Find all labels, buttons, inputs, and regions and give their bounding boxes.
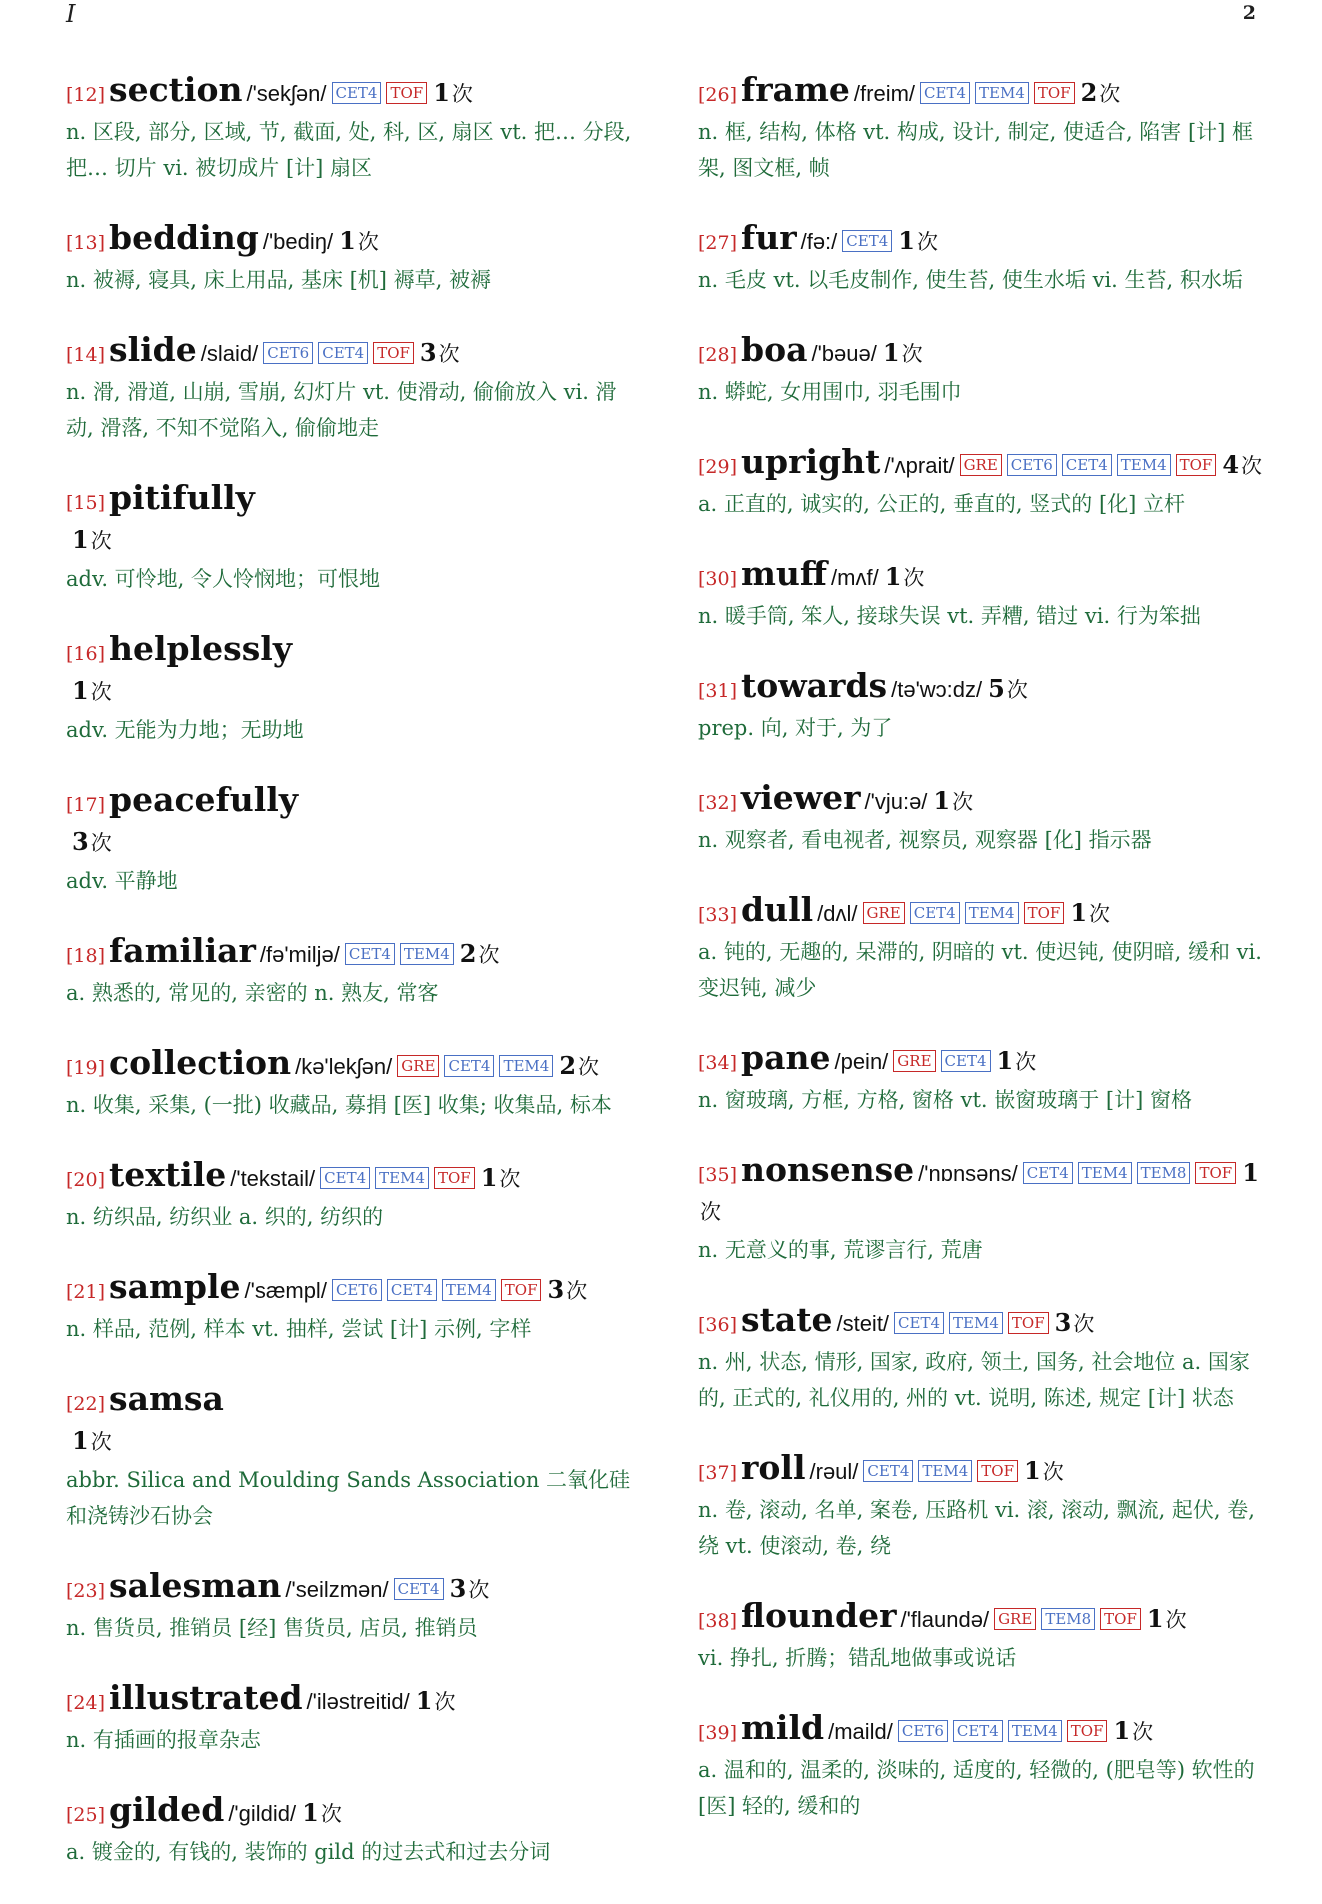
exam-tag-tem4: TEM4 bbox=[975, 82, 1029, 104]
headword: fur bbox=[741, 218, 797, 257]
exam-tag-tof: TOF bbox=[1008, 1312, 1049, 1334]
word-entry bbox=[698, 1598, 1273, 1676]
word-entry bbox=[66, 332, 641, 446]
headword: flounder bbox=[741, 1596, 897, 1635]
exam-tag-cet4: CET4 bbox=[953, 1720, 1003, 1742]
headword: nonsense bbox=[741, 1150, 915, 1189]
occurrence-count: 5 bbox=[988, 674, 1005, 703]
entry-headline bbox=[698, 892, 1273, 934]
phonetic: /dʌl/ bbox=[817, 901, 858, 926]
exam-tag-gre: GRE bbox=[994, 1608, 1036, 1630]
definition: a. 钝的, 无趣的, 呆滞的, 阴暗的 vt. 使迟钝, 使阴暗, 缓和 vi. 变迟钝, 减少 bbox=[698, 940, 1262, 1000]
entry-headline bbox=[66, 1269, 641, 1311]
word-entry bbox=[698, 1302, 1273, 1416]
exam-tag-tem4: TEM4 bbox=[1078, 1162, 1132, 1184]
headword: upright bbox=[741, 442, 881, 481]
definition: n. 蟒蛇, 女用围巾, 羽毛围巾 bbox=[698, 380, 962, 404]
word-entry bbox=[66, 1381, 641, 1534]
count-unit: 次 bbox=[952, 790, 974, 814]
entry-index: [14] bbox=[66, 344, 106, 366]
phonetic: /slaid/ bbox=[200, 341, 259, 366]
occurrence-count: 1 bbox=[1242, 1158, 1259, 1187]
count-unit: 次 bbox=[1042, 1460, 1064, 1484]
definition: adv. 无能为力地；无助地 bbox=[66, 718, 304, 742]
entry-index: [17] bbox=[66, 794, 106, 816]
exam-tag-cet4: CET4 bbox=[1062, 454, 1112, 476]
exam-tag-cet4: CET4 bbox=[345, 943, 395, 965]
exam-tag-cet6: CET6 bbox=[898, 1720, 948, 1742]
definition: vi. 挣扎, 折腾；错乱地做事或说话 bbox=[698, 1646, 1017, 1670]
exam-tag-tem4: TEM4 bbox=[400, 943, 454, 965]
word-entry bbox=[66, 1045, 641, 1123]
entry-index: [23] bbox=[66, 1580, 106, 1602]
word-entry bbox=[698, 1040, 1273, 1118]
exam-tag-gre: GRE bbox=[893, 1050, 935, 1072]
count-unit: 次 bbox=[1165, 1608, 1187, 1632]
definition: n. 滑, 滑道, 山崩, 雪崩, 幻灯片 vt. 使滑动, 偷偷放入 vi. 滑动, 滑落, 不知不觉陷入, 偷偷地走 bbox=[66, 380, 617, 440]
word-entry bbox=[66, 220, 641, 298]
word-entry bbox=[66, 1680, 641, 1758]
entry-index: [21] bbox=[66, 1281, 106, 1303]
occurrence-count: 1 bbox=[302, 1798, 319, 1827]
headword: salesman bbox=[109, 1566, 282, 1605]
definition: a. 正直的, 诚实的, 公正的, 垂直的, 竖式的 [化] 立杆 bbox=[698, 492, 1186, 516]
exam-tag-tof: TOF bbox=[1067, 1720, 1108, 1742]
entry-headline bbox=[66, 1792, 641, 1834]
exam-tag-tof: TOF bbox=[1195, 1162, 1236, 1184]
count-unit: 次 bbox=[578, 1055, 600, 1079]
phonetic: /kə'lekʃən/ bbox=[295, 1054, 393, 1079]
definition: n. 框, 结构, 体格 vt. 构成, 设计, 制定, 使适合, 陷害 [计] 框架, 图文框, 帧 bbox=[698, 120, 1254, 180]
occurrence-count: 4 bbox=[1222, 450, 1240, 479]
word-entry bbox=[66, 782, 641, 899]
exam-tag-tof: TOF bbox=[1034, 82, 1075, 104]
word-entry bbox=[698, 1152, 1273, 1268]
phonetic: /'gildid/ bbox=[228, 1801, 297, 1826]
headword: collection bbox=[109, 1043, 292, 1082]
exam-tag-tem4: TEM4 bbox=[499, 1055, 553, 1077]
occurrence-count: 3 bbox=[419, 338, 437, 367]
page-header-letter: I bbox=[66, 0, 76, 28]
exam-tag-cet4: CET4 bbox=[863, 1460, 913, 1482]
exam-tag-tof: TOF bbox=[1100, 1608, 1141, 1630]
page-number: 2 bbox=[1242, 2, 1256, 24]
entry-index: [29] bbox=[698, 456, 738, 478]
entry-headline bbox=[698, 1450, 1273, 1492]
definition: n. 有插画的报章杂志 bbox=[66, 1728, 261, 1752]
exam-tag-tem4: TEM4 bbox=[442, 1279, 496, 1301]
definition: n. 卷, 滚动, 名单, 案卷, 压路机 vi. 滚, 滚动, 飘流, 起伏, 卷, 绕 vt. 使滚动, 卷, 绕 bbox=[698, 1498, 1255, 1558]
phonetic: /'ʌprait/ bbox=[884, 453, 955, 478]
entry-headline bbox=[698, 1598, 1273, 1640]
phonetic: /'bəuə/ bbox=[811, 341, 877, 366]
phonetic: /fə:/ bbox=[800, 229, 838, 254]
entry-index: [37] bbox=[698, 1462, 738, 1484]
phonetic: /fə'miljə/ bbox=[259, 942, 340, 967]
phonetic: /'tekstail/ bbox=[230, 1166, 316, 1191]
phonetic: /steit/ bbox=[836, 1311, 890, 1336]
occurrence-count: 1 bbox=[933, 786, 951, 815]
headword: towards bbox=[741, 666, 888, 705]
entry-index: [28] bbox=[698, 344, 738, 366]
count-unit: 次 bbox=[700, 1200, 721, 1224]
count-unit: 次 bbox=[566, 1279, 588, 1303]
entry-headline bbox=[698, 72, 1273, 114]
entry-headline bbox=[66, 220, 641, 262]
count-unit: 次 bbox=[90, 529, 112, 553]
right-column bbox=[698, 72, 1273, 1858]
headword: section bbox=[109, 70, 243, 109]
definition: a. 温和的, 温柔的, 淡味的, 适度的, 轻微的, (肥皂等) 软性的 [医] 轻的, 缓和的 bbox=[698, 1758, 1255, 1818]
entry-index: [15] bbox=[66, 492, 106, 514]
word-entry bbox=[66, 72, 641, 186]
entry-index: [25] bbox=[66, 1804, 106, 1826]
exam-tag-tof: TOF bbox=[434, 1167, 475, 1189]
entry-headline bbox=[698, 1040, 1273, 1082]
exam-tag-cet4: CET4 bbox=[332, 82, 382, 104]
count-unit: 次 bbox=[478, 943, 500, 967]
headword: frame bbox=[741, 70, 850, 109]
entry-index: [26] bbox=[698, 84, 738, 106]
exam-tag-cet6: CET6 bbox=[332, 1279, 382, 1301]
exam-tag-cet4: CET4 bbox=[941, 1050, 991, 1072]
exam-tag-tem8: TEM8 bbox=[1137, 1162, 1191, 1184]
phonetic: /'sekʃən/ bbox=[246, 81, 327, 106]
headword: familiar bbox=[109, 931, 256, 970]
phonetic: /tə'wɔ:dz/ bbox=[891, 677, 983, 702]
word-entry bbox=[66, 933, 641, 1011]
count-unit: 次 bbox=[320, 1802, 342, 1826]
exam-tag-cet4: CET4 bbox=[842, 230, 892, 252]
phonetic: /'bediŋ/ bbox=[262, 229, 334, 254]
occurrence-count: 1 bbox=[1023, 1456, 1041, 1485]
entry-index: [33] bbox=[698, 904, 738, 926]
count-unit: 次 bbox=[1006, 678, 1028, 702]
definition: n. 州, 状态, 情形, 国家, 政府, 领土, 国务, 社会地位 a. 国家的, 正式的, 礼仪用的, 州的 vt. 说明, 陈述, 规定 [计] 状态 bbox=[698, 1350, 1250, 1410]
exam-tag-tem4: TEM4 bbox=[1117, 454, 1171, 476]
entry-headline bbox=[698, 1710, 1273, 1752]
entry-headline bbox=[698, 444, 1273, 486]
headword: samsa bbox=[109, 1379, 224, 1418]
definition: abbr. Silica and Moulding Sands Association 二氧化硅和浇铸沙石协会 bbox=[66, 1468, 631, 1528]
occurrence-count: 1 bbox=[882, 338, 900, 367]
phonetic: /'seilzmən/ bbox=[285, 1577, 389, 1602]
exam-tag-cet6: CET6 bbox=[263, 342, 313, 364]
entry-headline bbox=[698, 1152, 1273, 1232]
headword: roll bbox=[741, 1448, 806, 1487]
phonetic: /pein/ bbox=[834, 1049, 889, 1074]
occurrence-count: 2 bbox=[559, 1051, 577, 1080]
phonetic: /'nɒnsəns/ bbox=[918, 1161, 1018, 1186]
phonetic: /freim/ bbox=[853, 81, 916, 106]
phonetic: /'flaundə/ bbox=[900, 1607, 990, 1632]
headword: illustrated bbox=[109, 1678, 303, 1717]
entry-headline bbox=[66, 1381, 641, 1423]
word-entry bbox=[698, 220, 1273, 298]
exam-tag-tem4: TEM4 bbox=[918, 1460, 972, 1482]
entry-index: [30] bbox=[698, 568, 738, 590]
count-unit: 次 bbox=[90, 1430, 112, 1454]
word-entry bbox=[698, 1710, 1273, 1824]
definition: n. 被褥, 寝具, 床上用品, 基床 [机] 褥草, 被褥 bbox=[66, 268, 492, 292]
entry-headline bbox=[66, 72, 641, 114]
headword: textile bbox=[109, 1155, 227, 1194]
entry-index: [27] bbox=[698, 232, 738, 254]
entry-index: [20] bbox=[66, 1169, 106, 1191]
phonetic: /'iləstreitid/ bbox=[306, 1689, 410, 1714]
occurrence-count: 3 bbox=[72, 827, 89, 856]
entry-headline bbox=[66, 933, 641, 975]
word-entry bbox=[66, 631, 641, 748]
headword: sample bbox=[109, 1267, 241, 1306]
entry-headline bbox=[66, 1568, 641, 1610]
entry-index: [36] bbox=[698, 1314, 738, 1336]
count-unit: 次 bbox=[1099, 82, 1121, 106]
definition: n. 窗玻璃, 方框, 方格, 窗格 vt. 嵌窗玻璃于 [计] 窗格 bbox=[698, 1088, 1192, 1112]
exam-tag-tof: TOF bbox=[977, 1460, 1018, 1482]
entry-index: [34] bbox=[698, 1052, 738, 1074]
count-line bbox=[66, 1423, 641, 1462]
word-entry bbox=[66, 1792, 641, 1870]
definition: adv. 可怜地, 令人怜悯地；可恨地 bbox=[66, 567, 381, 591]
occurrence-count: 1 bbox=[433, 78, 450, 107]
exam-tag-gre: GRE bbox=[397, 1055, 439, 1077]
occurrence-count: 2 bbox=[459, 939, 477, 968]
count-unit: 次 bbox=[1073, 1312, 1095, 1336]
occurrence-count: 3 bbox=[1054, 1308, 1072, 1337]
exam-tag-tof: TOF bbox=[1176, 454, 1217, 476]
entry-headline bbox=[66, 332, 641, 374]
word-entry bbox=[66, 1157, 641, 1235]
entry-index: [18] bbox=[66, 945, 106, 967]
headword: pitifully bbox=[109, 478, 255, 517]
count-line bbox=[66, 673, 641, 712]
exam-tag-cet6: CET6 bbox=[1007, 454, 1057, 476]
entry-headline bbox=[698, 1302, 1273, 1344]
entry-headline bbox=[698, 220, 1273, 262]
entry-headline bbox=[698, 780, 1273, 822]
occurrence-count: 1 bbox=[1146, 1604, 1164, 1633]
entry-index: [22] bbox=[66, 1393, 106, 1415]
entry-index: [13] bbox=[66, 232, 106, 254]
count-line bbox=[66, 522, 641, 561]
word-entry bbox=[66, 1568, 641, 1646]
count-unit: 次 bbox=[1241, 454, 1263, 478]
exam-tag-cet4: CET4 bbox=[444, 1055, 494, 1077]
headword: helplessly bbox=[109, 629, 293, 668]
headword: muff bbox=[741, 554, 828, 593]
entry-headline bbox=[66, 1157, 641, 1199]
headword: dull bbox=[741, 890, 814, 929]
exam-tag-gre: GRE bbox=[863, 902, 905, 924]
count-unit: 次 bbox=[90, 680, 112, 704]
occurrence-count: 1 bbox=[996, 1046, 1014, 1075]
headword: pane bbox=[741, 1038, 831, 1077]
occurrence-count: 3 bbox=[547, 1275, 565, 1304]
definition: n. 毛皮 vt. 以毛皮制作, 使生苔, 使生水垢 vi. 生苔, 积水垢 bbox=[698, 268, 1243, 292]
entry-index: [38] bbox=[698, 1610, 738, 1632]
occurrence-count: 1 bbox=[415, 1686, 433, 1715]
occurrence-count: 3 bbox=[449, 1574, 467, 1603]
occurrence-count: 1 bbox=[72, 525, 89, 554]
word-entry bbox=[698, 668, 1273, 746]
exam-tag-cet4: CET4 bbox=[320, 1167, 370, 1189]
headword: boa bbox=[741, 330, 808, 369]
entry-index: [31] bbox=[698, 680, 738, 702]
phonetic: /'sæmpl/ bbox=[244, 1278, 327, 1303]
word-entry bbox=[698, 1450, 1273, 1564]
headword: state bbox=[741, 1300, 833, 1339]
exam-tag-gre: GRE bbox=[960, 454, 1002, 476]
entry-headline bbox=[66, 631, 641, 673]
exam-tag-tem8: TEM8 bbox=[1041, 1608, 1095, 1630]
entry-headline bbox=[66, 1680, 641, 1722]
phonetic: /'vju:ə/ bbox=[864, 789, 928, 814]
definition: a. 镀金的, 有钱的, 装饰的 gild 的过去式和过去分词 bbox=[66, 1840, 551, 1864]
entry-headline bbox=[66, 480, 641, 522]
occurrence-count: 1 bbox=[339, 226, 356, 255]
exam-tag-tem4: TEM4 bbox=[1008, 1720, 1062, 1742]
phonetic: /maild/ bbox=[828, 1719, 893, 1744]
word-entry bbox=[698, 556, 1273, 634]
word-entry bbox=[698, 892, 1273, 1006]
exam-tag-tem4: TEM4 bbox=[949, 1312, 1003, 1334]
entry-headline bbox=[698, 668, 1273, 710]
exam-tag-cet4: CET4 bbox=[318, 342, 368, 364]
definition: adv. 平静地 bbox=[66, 869, 178, 893]
headword: mild bbox=[741, 1708, 825, 1747]
exam-tag-tem4: TEM4 bbox=[965, 902, 1019, 924]
word-entry bbox=[698, 780, 1273, 858]
phonetic: /mʌf/ bbox=[831, 565, 879, 590]
count-unit: 次 bbox=[438, 342, 460, 366]
count-unit: 次 bbox=[451, 82, 473, 106]
definition: n. 纺织品, 纺织业 a. 织的, 纺织的 bbox=[66, 1205, 384, 1229]
occurrence-count: 1 bbox=[72, 676, 89, 705]
entry-index: [32] bbox=[698, 792, 738, 814]
entry-index: [12] bbox=[66, 84, 106, 106]
definition: n. 样品, 范例, 样本 vt. 抽样, 尝试 [计] 示例, 字样 bbox=[66, 1317, 532, 1341]
definition: n. 收集, 采集, (一批) 收藏品, 募捐 [医] 收集; 收集品, 标本 bbox=[66, 1093, 612, 1117]
occurrence-count: 2 bbox=[1080, 78, 1098, 107]
count-unit: 次 bbox=[903, 566, 925, 590]
exam-tag-tof: TOF bbox=[373, 342, 414, 364]
occurrence-count: 1 bbox=[1113, 1716, 1131, 1745]
count-unit: 次 bbox=[916, 230, 938, 254]
entry-index: [16] bbox=[66, 643, 106, 665]
definition: n. 区段, 部分, 区域, 节, 截面, 处, 科, 区, 扇区 vt. 把… 分段, 把… 切片 vi. 被切成片 [计] 扇区 bbox=[66, 120, 632, 180]
count-unit: 次 bbox=[357, 230, 379, 254]
headword: slide bbox=[109, 330, 197, 369]
occurrence-count: 1 bbox=[1070, 898, 1088, 927]
word-entry bbox=[66, 1269, 641, 1347]
exam-tag-cet4: CET4 bbox=[1023, 1162, 1073, 1184]
occurrence-count: 1 bbox=[898, 226, 915, 255]
count-unit: 次 bbox=[434, 1690, 456, 1714]
exam-tag-tof: TOF bbox=[386, 82, 427, 104]
definition: n. 售货员, 推销员 [经] 售货员, 店员, 推销员 bbox=[66, 1616, 478, 1640]
exam-tag-cet4: CET4 bbox=[894, 1312, 944, 1334]
count-unit: 次 bbox=[468, 1578, 490, 1602]
headword: gilded bbox=[109, 1790, 225, 1829]
definition: prep. 向, 对于, 为了 bbox=[698, 716, 893, 740]
entry-index: [19] bbox=[66, 1057, 106, 1079]
exam-tag-cet4: CET4 bbox=[910, 902, 960, 924]
definition: a. 熟悉的, 常见的, 亲密的 n. 熟友, 常客 bbox=[66, 981, 439, 1005]
count-line bbox=[66, 824, 641, 863]
phonetic: /rəul/ bbox=[809, 1459, 859, 1484]
count-unit: 次 bbox=[901, 342, 923, 366]
exam-tag-cet4: CET4 bbox=[920, 82, 970, 104]
occurrence-count: 1 bbox=[884, 562, 902, 591]
entry-headline bbox=[698, 332, 1273, 374]
word-entry bbox=[698, 72, 1273, 186]
exam-tag-cet4: CET4 bbox=[394, 1578, 444, 1600]
occurrence-count: 1 bbox=[480, 1163, 498, 1192]
word-entry bbox=[698, 444, 1273, 522]
entry-index: [24] bbox=[66, 1692, 106, 1714]
exam-tag-tof: TOF bbox=[1024, 902, 1065, 924]
exam-tag-tof: TOF bbox=[501, 1279, 542, 1301]
definition: n. 观察者, 看电视者, 视察员, 观察器 [化] 指示器 bbox=[698, 828, 1152, 852]
count-unit: 次 bbox=[90, 831, 112, 855]
count-unit: 次 bbox=[1089, 902, 1111, 926]
headword: bedding bbox=[109, 218, 259, 257]
count-unit: 次 bbox=[1132, 1720, 1154, 1744]
headword: peacefully bbox=[109, 780, 298, 819]
headword: viewer bbox=[741, 778, 861, 817]
entry-index: [39] bbox=[698, 1722, 738, 1744]
exam-tag-cet4: CET4 bbox=[387, 1279, 437, 1301]
exam-tag-tem4: TEM4 bbox=[375, 1167, 429, 1189]
entry-headline bbox=[66, 782, 641, 824]
count-unit: 次 bbox=[499, 1167, 521, 1191]
occurrence-count: 1 bbox=[72, 1426, 89, 1455]
definition: n. 暖手筒, 笨人, 接球失误 vt. 弄糟, 错过 vi. 行为笨拙 bbox=[698, 604, 1201, 628]
entry-index: [35] bbox=[698, 1164, 738, 1186]
definition: n. 无意义的事, 荒谬言行, 荒唐 bbox=[698, 1238, 983, 1262]
word-entry bbox=[66, 480, 641, 597]
entry-headline bbox=[66, 1045, 641, 1087]
entry-headline bbox=[698, 556, 1273, 598]
left-column bbox=[66, 72, 641, 1904]
count-unit: 次 bbox=[1015, 1050, 1037, 1074]
word-entry bbox=[698, 332, 1273, 410]
